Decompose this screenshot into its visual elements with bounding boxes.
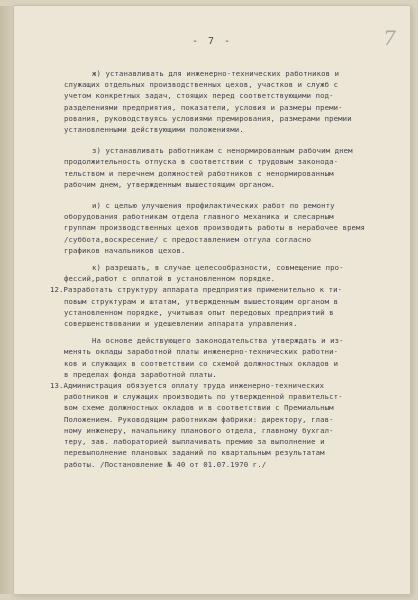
text-line: ков и служащих в соответствии со схемой должностных окладов и [64, 358, 339, 368]
paragraph-i-cont [64, 211, 410, 256]
text-line: перевыполнение плановых заданий по квартальным результатам [64, 448, 325, 458]
document-page [14, 6, 410, 594]
paragraph-z [64, 145, 410, 156]
paragraph-k-cont [64, 273, 410, 284]
page-number: - 7 - [191, 36, 233, 47]
text-line: ж) устанавливать для инженерно-технических работников и [92, 69, 340, 78]
text-line: графиков начальников цехов. [64, 245, 186, 255]
text-line: Разработать структуру аппарата предприятия применительно к ти- [63, 285, 343, 295]
text-line: рования, руководствуясь условиями премирования, размерами премии [64, 113, 352, 123]
item-number: 13. [50, 381, 64, 391]
handwritten-page-number: 7 [383, 26, 396, 50]
paragraph-z-cont [64, 156, 410, 190]
text-line: продолжительность отпуска в соответствии с трудовым законода- [64, 157, 339, 167]
text-line: фессий,работ с оплатой в установленном порядке. [64, 274, 276, 284]
text-line: тельством и перечнем должностей работников с ненормированным [64, 168, 334, 178]
text-line: в пределах фонда заработной платы. [64, 369, 217, 379]
text-line: ному инженеру, начальнику планового отдела, главному бухгал- [64, 425, 334, 435]
text-line: /субботa,воскресение/ с предоставлением отгула согласно [64, 234, 312, 244]
binding-edge [0, 6, 15, 594]
text-line: совершенствовании и удешевлении аппарата управления. [64, 319, 298, 329]
text-line: установленными действующими положениями. [64, 125, 244, 135]
text-line: Администрация обязуется оплату труда инженерно-технических [63, 381, 325, 391]
text-line: повым структурам и штатам, утвержденным вышестоящим органом в [64, 296, 339, 306]
text-line: установленном порядке, учитывая опыт передовых предприятий в [64, 307, 334, 317]
text-line: работников и служащих производить по утвержденной правительст- [64, 392, 343, 402]
text-line: вом схеме должностных окладов и в соответствии с Премиальным [64, 403, 334, 413]
paragraph-i [64, 200, 410, 211]
text-line: з) устанавливать работникам с ненормированным рабочим днем [92, 146, 353, 156]
text-line: На основе действующего законодательства утверждать и из- [92, 336, 344, 346]
text-line: рабочим днем, утвержденным вышестоящим органом. [64, 179, 276, 189]
document-body [50, 68, 410, 470]
text-line: теру, зав. лабораторией выплачивать премию за выполнение и [64, 437, 325, 447]
text-line: группам производственных цехов производить работы в нерабочее время [64, 223, 366, 233]
paragraph-12b-cont [64, 346, 410, 380]
paragraph-13 [50, 380, 410, 470]
paragraph-12 [50, 284, 410, 329]
item-number: 12. [50, 285, 64, 295]
text-line: и) с целью улучшения профилактических работ по ремонту [92, 201, 335, 211]
paragraph-zh-cont [64, 79, 410, 135]
text-line: работы. /Постановление № 40 от 01.07.1970 г./ [64, 459, 267, 469]
text-line: менять оклады заработной платы инженерно-технических работни- [64, 347, 339, 357]
paragraph-zh [64, 68, 410, 79]
text-line: к) разрешать, в случае целесообразности, совмещение про- [92, 263, 344, 273]
text-line: оборудования работникам отдела главного механика и слесарным [64, 212, 334, 222]
text-line: учетом конкретных задач, стоящих перед соответствующими под- [64, 91, 334, 101]
text-line [50, 284, 410, 295]
paragraph-12b [64, 335, 410, 346]
text-line: служащих отдельных производственных цехов, участков и служб с [64, 80, 339, 90]
text-line [50, 380, 410, 391]
text-line: Положением. Руководящим работникам фабрики: директору, глав- [64, 414, 334, 424]
text-line: разделениями предприятия, показатели, условия и размеры преми- [64, 102, 343, 112]
paragraph-k [64, 262, 410, 273]
